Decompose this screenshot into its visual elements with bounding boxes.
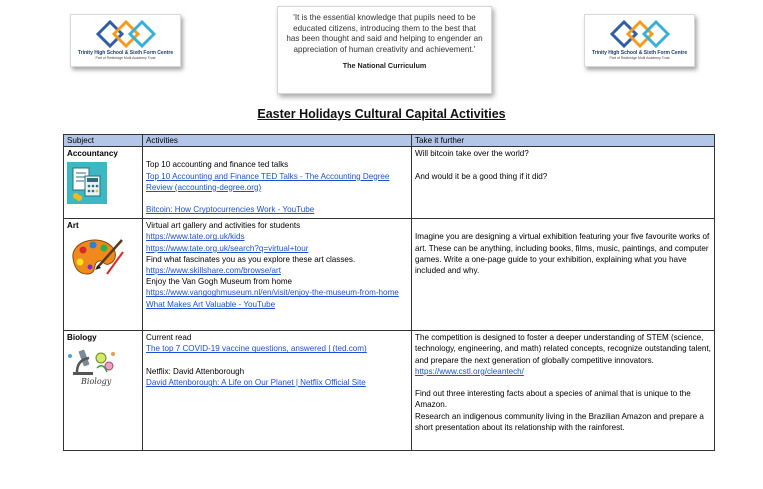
- activities-cell: [143, 219, 412, 331]
- subject-name: Accountancy: [67, 149, 118, 159]
- activity-text: Find what fascinates you as you explore these art classes.: [146, 254, 356, 264]
- activity-link[interactable]: What Makes Art Valuable - YouTube: [146, 299, 276, 309]
- further-text: Imagine you are designing a virtual exhibition featuring your five favourite works of art. These can be anything, including books, films, music, paintings, and computer games. Write a one-page guide to your exhibition, explaining what you have included and why.: [415, 232, 710, 275]
- school-logo-left: [70, 14, 181, 67]
- spacer: [146, 193, 408, 204]
- trinity-diamond-logo-icon: [608, 19, 672, 49]
- icon-caption: Biology: [81, 377, 112, 387]
- spacer: [415, 377, 711, 388]
- table-row-art: [64, 219, 715, 331]
- school-logo-right: [584, 14, 695, 67]
- column-header-subject: Subject: [64, 135, 143, 147]
- activity-link[interactable]: The top 7 COVID-19 vaccine questions, answered | (ted.com): [146, 344, 367, 354]
- further-text: [415, 332, 711, 377]
- quote-source: The National Curriculum: [342, 61, 427, 71]
- school-name: Trinity High School & Sixth Form Centre: [77, 50, 174, 56]
- column-header-take-it-further: Take it further: [412, 135, 715, 147]
- subject-name: Biology: [67, 333, 97, 343]
- spacer: [146, 355, 408, 366]
- biology-microscope-icon: [67, 346, 119, 386]
- art-palette-icon: [67, 234, 125, 278]
- subject-cell: [64, 331, 143, 451]
- activity-link[interactable]: Bitcoin: How Cryptocurrencies Work - YouTube: [146, 205, 315, 215]
- activity-link[interactable]: David Attenborough: A Life on Our Planet | Netflix Official Site: [146, 378, 366, 387]
- take-it-further-cell: [412, 331, 715, 451]
- page-title: Easter Holidays Cultural Capital Activities: [257, 107, 506, 121]
- column-header-activities: Activities: [143, 135, 412, 147]
- table-row-accountancy: [64, 147, 715, 219]
- further-text: And would it be a good thing if it did?: [415, 171, 548, 181]
- school-name: Trinity High School & Sixth Form Centre: [591, 50, 688, 56]
- accountancy-calculator-icon: [67, 162, 107, 204]
- activity-link[interactable]: Top 10 Accounting and Finance TED Talks - The Accounting Degree Review (accounting-degree.org): [146, 171, 390, 192]
- school-trust: Part of Redbridge Multi Academy Trust: [95, 56, 156, 60]
- spacer: [415, 159, 711, 170]
- activities-cell: [143, 331, 412, 451]
- activity-text: Top 10 accounting and finance ted talks: [146, 160, 289, 170]
- activity-text: Enjoy the Van Gogh Museum from home: [146, 277, 293, 287]
- trinity-diamond-logo-icon: [94, 19, 158, 49]
- activities-table: [63, 134, 715, 451]
- subject-name: Art: [67, 221, 79, 231]
- activity-text: Virtual art gallery and activities for students: [146, 221, 301, 231]
- activity-link[interactable]: https://www.tate.org.uk/kids: [146, 232, 245, 242]
- subject-cell: [64, 147, 143, 219]
- further-text: Research an indigenous community living in the Brazilian Amazon and prepare a short presentation about its relationship with the rainforest.: [415, 411, 704, 432]
- activity-link[interactable]: https://www.tate.org.uk/search?q=virtual+tour: [146, 243, 309, 253]
- take-it-further-cell: [412, 219, 715, 331]
- activity-text: Netflix: David Attenborough: [146, 366, 245, 376]
- activity-text: Current read: [146, 333, 192, 343]
- activity-link[interactable]: https://www.skillshare.com/browse/art: [146, 266, 281, 276]
- further-text: Will bitcoin take over the world?: [415, 149, 529, 159]
- spacer: [415, 220, 711, 231]
- further-text: Find out three interesting facts about a species of animal that is unique to the Amazon.: [415, 389, 691, 410]
- table-row-biology: [64, 331, 715, 451]
- quote-text: 'It is the essential knowledge that pupils need to be educated citizens, introducing them to the best that has been thought and said and helping to engender an appreciation of human creativity and achievement.': [286, 13, 483, 54]
- table-header-row: [64, 135, 715, 147]
- curriculum-quote-card: [277, 6, 492, 94]
- spacer: [146, 148, 408, 159]
- activity-link[interactable]: https://www.vangoghmuseum.nl/en/visit/enjoy-the-museum-from-home: [146, 288, 399, 298]
- cleantech-link[interactable]: https://www.cstl.org/cleantech/: [415, 366, 524, 376]
- activities-cell: [143, 147, 412, 219]
- take-it-further-cell: [412, 147, 715, 219]
- competition-text: The competition is designed to foster a deeper understanding of STEM (science, technology, engineering, and math) related concepts, recognize outstanding talent, and prepare the next generation of globally competitive innovators.: [415, 333, 711, 365]
- subject-cell: [64, 219, 143, 331]
- school-trust: Part of Redbridge Multi Academy Trust: [609, 56, 670, 60]
